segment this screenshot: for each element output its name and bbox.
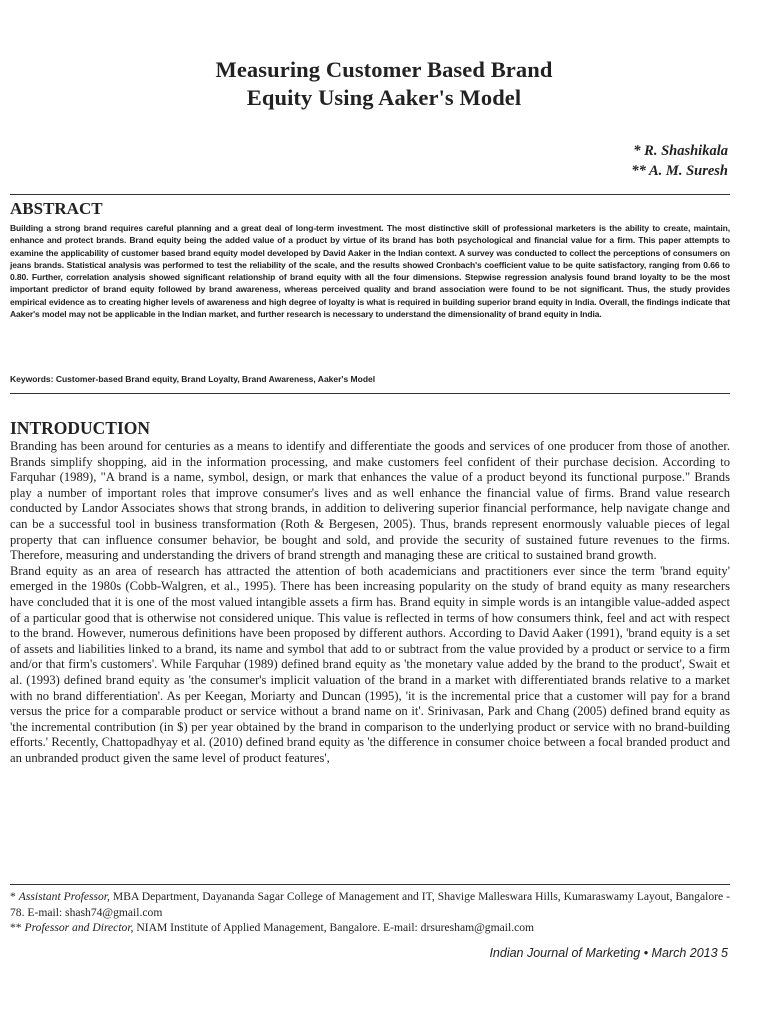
journal-footer	[489, 945, 728, 961]
paper-title-line-1: Measuring Customer Based Brand	[215, 57, 553, 82]
introduction-body	[10, 439, 730, 766]
footnote-1	[10, 889, 730, 920]
introduction-paragraph-2: Brand equity as an area of research has attracted the attention of both academicians and practitioners ever since the term 'brand equity' emerged in the 1980s (Cobb-Walgren, et al., 1995). There has been increasing popularity on the study of brand equity as many researchers have concluded that it is one of the most valued intangible assets a firm has. Brand equity in simple words is an intangible value-added aspect of a particular good that is otherwise not considered unique. This value is reflected in terms of how consumers think, feel and act with respect to the brand. However, numerous definitions have been proposed by different authors. According to David Aaker (1991), 'brand equity is a set of assets and liabilities linked to a brand, its name and symbol that add to or subtract from the value provided by a product or service to a firm and/or that firm's customers'. While Farquhar (1989) defined brand equity as 'the monetary value added by the brand to the product', Swait et al. (1993) defined brand equity as 'the consumer's implicit valuation of the brand in a market with differentiated brands relative to a market with no brand differentiation'. As per Keegan, Moriarty and Duncan (1995), 'it is the incremental price that a customer will pay for a brand versus the price for a comparable product or service without a brand name on it'. Srinivasan, Park and Chang (2005) defined brand equity as 'the incremental contribution (in $) per year obtained by the brand in comparison to the underlying product or service with no brand-building efforts.' Recently, Chattopadhyay et al. (2010) defined brand equity as 'the difference in consumer choice between a focal branded product and an unbranded product given the same level of product features',	[10, 563, 730, 765]
author-1: * R. Shashikala	[633, 143, 728, 159]
page-number: 5	[721, 946, 728, 960]
footnote-2-text: NIAM Institute of Applied Management, Bangalore. E-mail: drsuresham@gmail.com	[133, 921, 535, 934]
footnotes	[10, 889, 730, 936]
footnote-1-role: Assistant Professor,	[18, 890, 110, 903]
abstract-body: Building a strong brand requires careful planning and a great deal of long-term investment. The most distinctive skill of professional marketers is the ability to create, maintain, enhance and protect brands. Brand equity being the added value of a product by virtue of its brand has both psychological and financial value for a firm. This paper attempts to examine the applicability of customer based brand equity model developed by David Aaker in the Indian context. A survey was conducted to collect the perceptions of consumers on jeans brands. Statistical analysis was performed to test the reliability of the scale, and the results showed Cronbach's coefficient value to be quite satisfactory, ranging from 0.66 to 0.80. Further, correlation analysis showed significant relationship of brand equity with all the four dimensions. Stepwise regression analysis found brand loyalty to be the most important predictor of brand equity followed by brand awareness, whereas perceived quality and brand association were found to be not significant. Thus, the study provides empirical evidence as to creating higher levels of awareness and high degree of loyalty is what is required in building superior brand equity in India. Overall, the findings indicate that Aaker's model may not be applicable in the Indian market, and further research is necessary to understand the dimensionality of brand equity in India.	[10, 223, 730, 320]
paper-title	[0, 56, 768, 112]
abstract-bottom-divider	[10, 393, 730, 394]
abstract-top-divider	[10, 194, 730, 195]
journal-citation: Indian Journal of Marketing • March 2013	[489, 946, 718, 960]
footnote-1-text: MBA Department, Dayananda Sagar College of Management and IT, Shavige Malleswara Hills, Kumaraswamy Layout, Bangalore - 78. E-mail: shash74@gmail.com	[10, 890, 731, 919]
footnote-1-marker: *	[10, 890, 19, 903]
abstract-heading: ABSTRACT	[10, 199, 103, 218]
footnote-2-marker: **	[10, 921, 25, 934]
introduction-paragraph-1: Branding has been around for centuries as a means to identify and differentiate the goods and services of one producer from those of another. Brands simplify shopping, aid in the information processing, and make customers feel confident of their purchase decision. According to Farquhar (1989), "A brand is a name, symbol, design, or mark that enhances the value of a product beyond its functional purpose." Brands play a number of important roles that improve consumer's lives and as well enhance the financial value of firms. Brand value research conducted by Landor Associates shows that strong brands, in addition to delivering superior financial performance, help navigate change and can be a successful tool in business transformation (Roth & Bergesen, 2005). Thus, brands represent enormously valuable pieces of legal property that can influence consumer behavior, be bought and sold, and provide the security of sustained future revenues to the firms. Therefore, measuring and understanding the drivers of brand strength and managing these are critical to sustained brand growth.	[10, 439, 730, 563]
author-2: ** A. M. Suresh	[631, 163, 728, 179]
footnote-divider	[10, 884, 730, 885]
introduction-heading: INTRODUCTION	[10, 418, 151, 438]
keywords: Keywords: Customer-based Brand equity, Brand Loyalty, Brand Awareness, Aaker's Model	[10, 374, 376, 384]
footnote-2-role: Professor and Director,	[24, 921, 134, 934]
author-list	[631, 141, 728, 181]
footnote-2	[10, 920, 730, 936]
paper-title-line-2: Equity Using Aaker's Model	[246, 85, 522, 110]
